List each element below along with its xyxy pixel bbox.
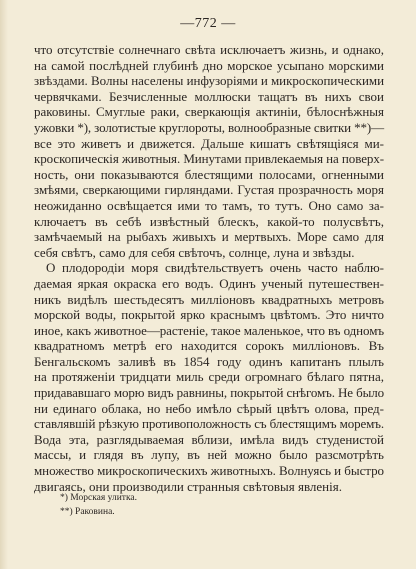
text-line: ни единаго облака, но небо имѣло сѣрый цвѣтъ олова, пред- — [34, 400, 384, 416]
text-line: ставлявшій рѣзкую противоположность съ блестящимъ моремъ. — [34, 416, 385, 432]
text-line: кроскопическія животныя. Минутами привлекаемыя на поверх- — [34, 151, 384, 167]
text-line: себя свѣтъ, само для себя свѣточъ, солнце, луна и звѣзды. — [34, 244, 355, 260]
text-line: червячками. Безчисленные моллюски тащатъ въ нихъ свои — [34, 88, 384, 104]
text-line: все это живетъ и движется. Дальше кишатъ свѣтящіяся ми- — [34, 135, 384, 151]
text-line: неожиданно освѣщается ими то тамъ, то тутъ. Оно само за- — [34, 197, 384, 213]
text-line: никъ видѣлъ шестьдесятъ милліоновъ квадратныхъ метровъ — [34, 291, 384, 307]
text-line: даемая яркая окраска его водъ. Одинъ ученый путешествен- — [34, 275, 384, 291]
footnote-1: *) Морская улитка. — [60, 493, 138, 503]
page-number: —772 — — [180, 16, 236, 31]
body-text — [34, 42, 384, 494]
text-line: Вода эта, разглядываемая вблизи, имѣла видъ студенистой — [34, 431, 384, 447]
text-line: замѣчаемый на рыбахъ живыхъ и мертвыхъ. Море само для — [34, 229, 384, 245]
page-edge-shadow — [0, 0, 8, 569]
footnote-2: **) Раковина. — [60, 507, 115, 517]
text-line: змѣями, сверкающими гирляндами. Густая прозрачность моря — [34, 182, 384, 198]
text-line: морской воды, покрытой ярко краснымъ цвѣтомъ. Это ничто — [34, 307, 384, 323]
footnotes — [60, 491, 360, 519]
text-line: квадратномъ метрѣ его находится сорокъ милліоновъ. Въ — [34, 338, 384, 354]
text-line: иное, какъ животное—растеніе, такое маленькое, что въ одномъ — [34, 322, 384, 338]
text-line: О плодородіи моря свидѣтельствуетъ очень часто наблю- — [46, 260, 384, 276]
paragraph-1 — [34, 42, 384, 260]
text-line: раковины. Смуглые раки, сверкающія актиніи, бѣлоснѣжныя — [34, 104, 384, 120]
text-line: звѣздами. Волны населены инфузоріями и микроскопическими — [34, 73, 384, 89]
text-line: Бенгальскомъ заливѣ въ 1854 году одинъ капитанъ плылъ — [34, 353, 384, 369]
text-line: на протяженіи тридцати миль среди огромнаго бѣлаго пятна, — [34, 369, 384, 385]
text-line: что отсутствіе солнечнаго свѣта исключаетъ жизнь, и однако, — [34, 42, 384, 57]
paragraph-2 — [34, 260, 384, 494]
text-line: ность, они показываются блестящими полосами, огненными — [34, 166, 384, 182]
text-line: на самой послѣдней глубинѣ дно морское усыпано морскими — [34, 57, 384, 73]
text-line: ужовки *), золотистые круглороты, волнообразные свитки **)— — [34, 119, 385, 135]
text-line: массы, и глядя въ лупу, въ ней можно было разсмотрѣть — [34, 447, 384, 463]
text-line: множество микроскопическихъ животныхъ. Волнуясь и быстро — [34, 463, 384, 479]
text-line: ключаетъ въ себѣ извѣстный блескъ, какой-то полусвѣтъ, — [34, 213, 384, 229]
text-line: двигаясь, они производили странныя свѣтовыя явленія. — [34, 478, 342, 494]
text-line: придававшаго морю видъ равнины, покрытой снѣгомъ. Не было — [34, 385, 385, 401]
